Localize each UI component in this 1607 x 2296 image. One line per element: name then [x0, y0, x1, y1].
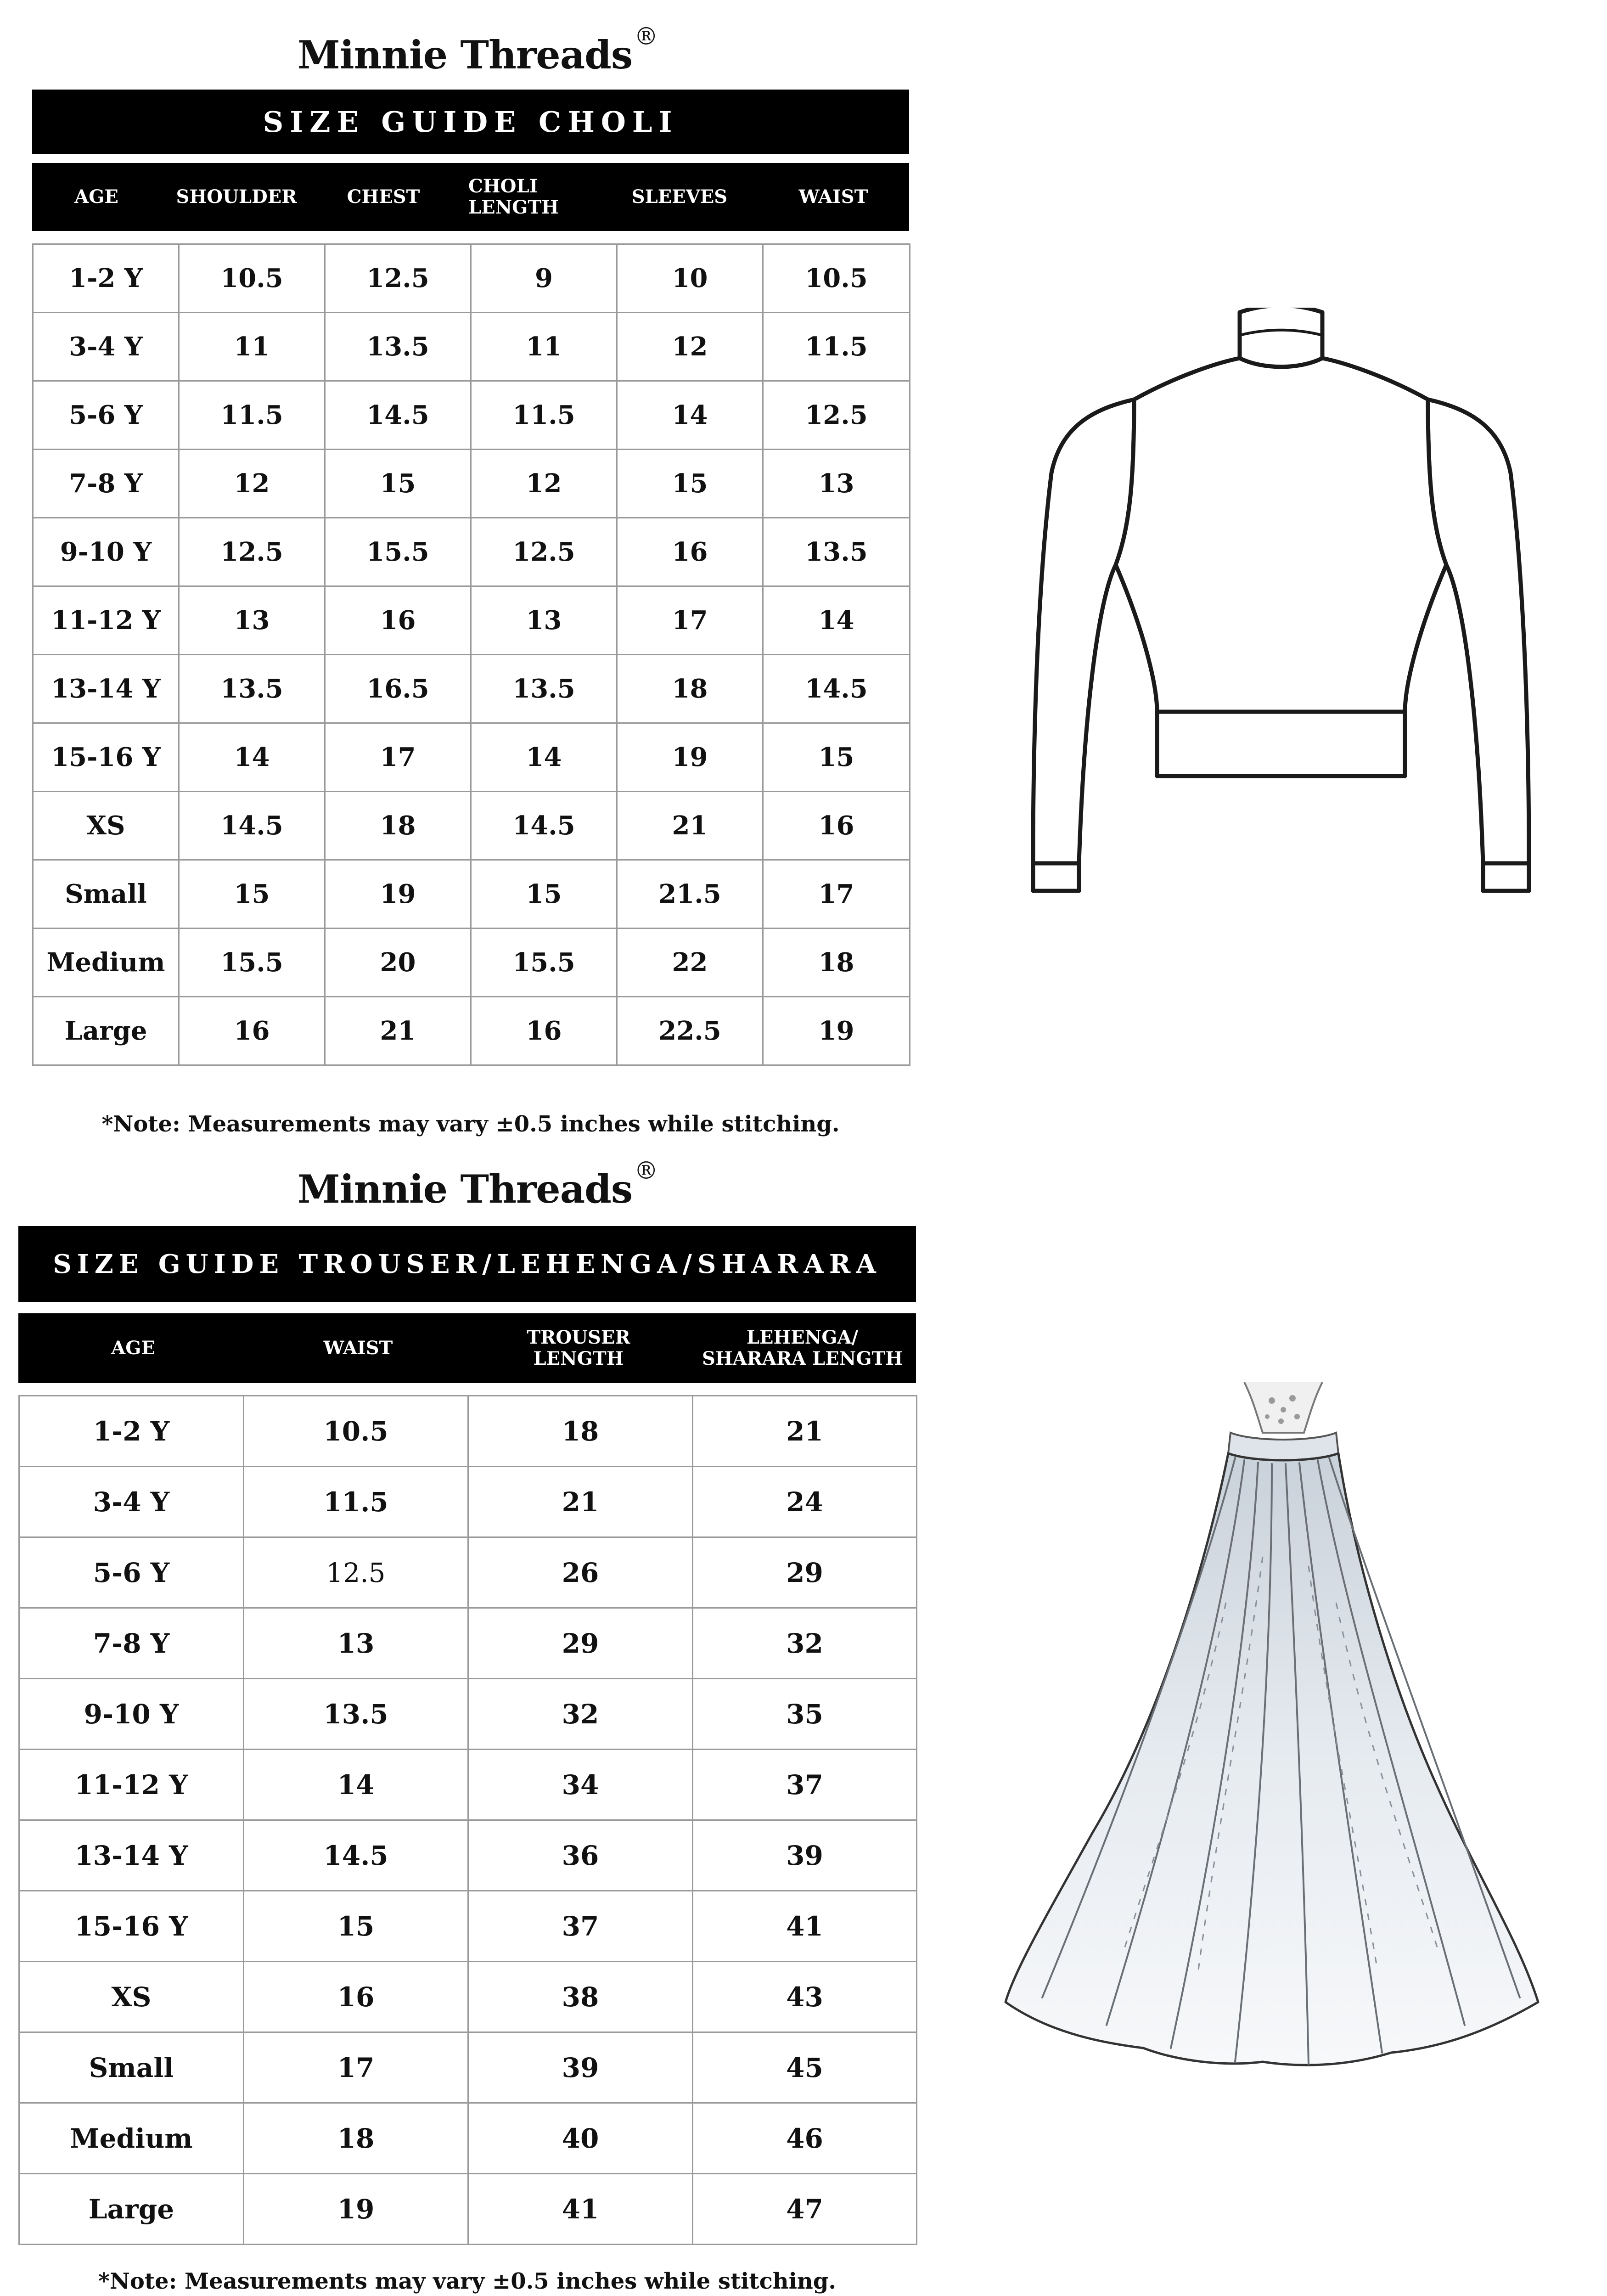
choli-cell-sleeves: 16 — [617, 518, 763, 586]
trouser-title-text: SIZE GUIDE TROUSER/LEHENGA/SHARARA — [53, 1249, 882, 1279]
trouser-cell-age: 15-16 Y — [19, 1891, 244, 1962]
trouser-cell-age: Large — [19, 2174, 244, 2245]
trouser-cell-lehenga-sharara-length: 46 — [693, 2103, 917, 2174]
choli-cell-choli-length: 11.5 — [471, 381, 617, 450]
trouser-cell-trouser-length: 29 — [468, 1608, 693, 1679]
choli-cell-choli-length: 16 — [471, 997, 617, 1065]
trouser-cell-waist: 17 — [244, 2032, 468, 2103]
choli-table-row — [33, 929, 910, 997]
trouser-cell-lehenga-sharara-length: 37 — [693, 1750, 917, 1820]
trouser-cell-waist: 11.5 — [244, 1467, 468, 1537]
choli-cell-shoulder: 12 — [179, 450, 325, 518]
choli-col-chest: CHEST — [347, 186, 420, 208]
choli-title-text: SIZE GUIDE CHOLI — [263, 105, 679, 139]
trouser-cell-lehenga-sharara-length: 21 — [693, 1396, 917, 1467]
trouser-table-row — [19, 1962, 917, 2032]
trouser-cell-trouser-length: 38 — [468, 1962, 693, 2032]
trouser-cell-waist: 10.5 — [244, 1396, 468, 1467]
choli-cell-choli-length: 13 — [471, 586, 617, 655]
choli-table-row — [33, 997, 910, 1065]
trouser-col-waist: WAIST — [323, 1337, 393, 1359]
trouser-cell-waist: 13.5 — [244, 1679, 468, 1750]
choli-cell-sleeves: 14 — [617, 381, 763, 450]
choli-cell-waist: 13.5 — [763, 518, 910, 586]
choli-col-shoulder: SHOULDER — [176, 186, 297, 208]
trouser-cell-trouser-length: 40 — [468, 2103, 693, 2174]
trouser-cell-trouser-length: 21 — [468, 1467, 693, 1537]
trouser-table-row — [19, 1467, 917, 1537]
trouser-cell-lehenga-sharara-length: 39 — [693, 1820, 917, 1891]
trouser-cell-age: 5-6 Y — [19, 1537, 244, 1608]
trouser-cell-age: XS — [19, 1962, 244, 2032]
choli-top-sketch-icon — [1024, 308, 1538, 914]
brand-name: Minnie Threads — [297, 32, 633, 78]
choli-cell-chest: 14.5 — [325, 381, 471, 450]
choli-cell-waist: 10.5 — [763, 244, 910, 313]
choli-cell-age: XS — [33, 792, 179, 860]
choli-cell-choli-length: 15 — [471, 860, 617, 929]
choli-cell-chest: 20 — [325, 929, 471, 997]
trouser-col-lehenga-length: LEHENGA/ SHARARA LENGTH — [702, 1327, 903, 1369]
trouser-table-row — [19, 1750, 917, 1820]
trouser-cell-age: 9-10 Y — [19, 1679, 244, 1750]
choli-cell-choli-length: 12 — [471, 450, 617, 518]
trouser-note: *Note: Measurements may vary ±0.5 inches while stitching. — [98, 2268, 837, 2294]
choli-cell-age: 11-12 Y — [33, 586, 179, 655]
choli-cell-chest: 21 — [325, 997, 471, 1065]
trouser-table-row — [19, 1891, 917, 1962]
trouser-cell-lehenga-sharara-length: 29 — [693, 1537, 917, 1608]
choli-cell-waist: 16 — [763, 792, 910, 860]
trouser-cell-lehenga-sharara-length: 41 — [693, 1891, 917, 1962]
trouser-cell-trouser-length: 32 — [468, 1679, 693, 1750]
trouser-cell-waist: 14.5 — [244, 1820, 468, 1891]
choli-cell-sleeves: 17 — [617, 586, 763, 655]
choli-cell-sleeves: 15 — [617, 450, 763, 518]
choli-cell-age: Small — [33, 860, 179, 929]
choli-cell-age: Large — [33, 997, 179, 1065]
choli-cell-chest: 12.5 — [325, 244, 471, 313]
choli-cell-shoulder: 14.5 — [179, 792, 325, 860]
trouser-cell-waist: 15 — [244, 1891, 468, 1962]
choli-table-row — [33, 450, 910, 518]
choli-brand-title — [294, 23, 661, 78]
choli-cell-waist: 11.5 — [763, 313, 910, 381]
choli-cell-sleeves: 10 — [617, 244, 763, 313]
choli-cell-sleeves: 12 — [617, 313, 763, 381]
trouser-cell-waist: 13 — [244, 1608, 468, 1679]
trouser-col-age: AGE — [111, 1337, 155, 1359]
choli-cell-chest: 16.5 — [325, 655, 471, 723]
choli-cell-sleeves: 22 — [617, 929, 763, 997]
trouser-table-row — [19, 2103, 917, 2174]
trouser-table-row — [19, 1820, 917, 1891]
choli-cell-choli-length: 14 — [471, 723, 617, 792]
choli-cell-waist: 18 — [763, 929, 910, 997]
trouser-cell-lehenga-sharara-length: 32 — [693, 1608, 917, 1679]
trouser-cell-age: Small — [19, 2032, 244, 2103]
choli-table-row — [33, 381, 910, 450]
choli-cell-choli-length: 11 — [471, 313, 617, 381]
choli-note: *Note: Measurements may vary ±0.5 inches while stitching. — [101, 1111, 840, 1137]
choli-cell-waist: 19 — [763, 997, 910, 1065]
trouser-cell-age: 11-12 Y — [19, 1750, 244, 1820]
trouser-table-row — [19, 1396, 917, 1467]
choli-cell-shoulder: 11.5 — [179, 381, 325, 450]
choli-cell-choli-length: 9 — [471, 244, 617, 313]
choli-cell-waist: 14.5 — [763, 655, 910, 723]
choli-cell-sleeves: 18 — [617, 655, 763, 723]
trouser-cell-trouser-length: 26 — [468, 1537, 693, 1608]
choli-cell-sleeves: 21 — [617, 792, 763, 860]
choli-cell-shoulder: 11 — [179, 313, 325, 381]
trouser-cell-waist: 16 — [244, 1962, 468, 2032]
choli-cell-chest: 19 — [325, 860, 471, 929]
choli-cell-age: 5-6 Y — [33, 381, 179, 450]
trouser-cell-trouser-length: 41 — [468, 2174, 693, 2245]
choli-cell-chest: 18 — [325, 792, 471, 860]
choli-table-row — [33, 655, 910, 723]
choli-column-header-row — [32, 163, 909, 231]
choli-cell-choli-length: 15.5 — [471, 929, 617, 997]
choli-cell-age: 9-10 Y — [33, 518, 179, 586]
choli-col-sleeves: SLEEVES — [631, 186, 728, 208]
choli-cell-shoulder: 15.5 — [179, 929, 325, 997]
choli-cell-age: 13-14 Y — [33, 655, 179, 723]
choli-cell-chest: 15 — [325, 450, 471, 518]
trouser-table-row — [19, 2032, 917, 2103]
choli-cell-shoulder: 12.5 — [179, 518, 325, 586]
trouser-cell-trouser-length: 18 — [468, 1396, 693, 1467]
trouser-cell-lehenga-sharara-length: 35 — [693, 1679, 917, 1750]
choli-cell-chest: 17 — [325, 723, 471, 792]
trouser-cell-trouser-length: 39 — [468, 2032, 693, 2103]
trouser-brand-title — [294, 1157, 661, 1212]
choli-table-row — [33, 860, 910, 929]
choli-cell-waist: 12.5 — [763, 381, 910, 450]
choli-cell-sleeves: 19 — [617, 723, 763, 792]
choli-size-guide-title — [32, 90, 909, 154]
choli-table-row — [33, 723, 910, 792]
trouser-cell-age: 1-2 Y — [19, 1396, 244, 1467]
trouser-cell-trouser-length: 37 — [468, 1891, 693, 1962]
choli-cell-shoulder: 13.5 — [179, 655, 325, 723]
trouser-table-row — [19, 1608, 917, 1679]
trouser-table-row — [19, 2174, 917, 2245]
choli-cell-waist: 17 — [763, 860, 910, 929]
choli-cell-chest: 13.5 — [325, 313, 471, 381]
choli-table-row — [33, 586, 910, 655]
choli-table-row — [33, 518, 910, 586]
trouser-cell-age: 3-4 Y — [19, 1467, 244, 1537]
choli-cell-choli-length: 12.5 — [471, 518, 617, 586]
choli-cell-age: 15-16 Y — [33, 723, 179, 792]
trouser-cell-waist: 19 — [244, 2174, 468, 2245]
trouser-column-header-row — [18, 1313, 916, 1383]
choli-cell-shoulder: 10.5 — [179, 244, 325, 313]
trouser-table-row — [19, 1679, 917, 1750]
trouser-size-table — [18, 1395, 917, 2245]
registered-mark-icon: ® — [634, 23, 658, 51]
choli-cell-sleeves: 22.5 — [617, 997, 763, 1065]
choli-cell-choli-length: 13.5 — [471, 655, 617, 723]
choli-cell-waist: 14 — [763, 586, 910, 655]
trouser-cell-lehenga-sharara-length: 45 — [693, 2032, 917, 2103]
choli-cell-shoulder: 14 — [179, 723, 325, 792]
choli-cell-shoulder: 16 — [179, 997, 325, 1065]
choli-cell-waist: 13 — [763, 450, 910, 518]
lehenga-skirt-sketch-icon — [987, 1373, 1575, 2080]
choli-cell-chest: 16 — [325, 586, 471, 655]
trouser-table-row — [19, 1537, 917, 1608]
choli-col-waist: WAIST — [798, 186, 868, 208]
choli-size-table — [32, 243, 910, 1066]
choli-col-length: CHOLI LENGTH — [468, 175, 559, 218]
choli-table-row — [33, 792, 910, 860]
trouser-cell-trouser-length: 34 — [468, 1750, 693, 1820]
choli-cell-age: 1-2 Y — [33, 244, 179, 313]
choli-cell-age: 3-4 Y — [33, 313, 179, 381]
choli-col-age: AGE — [74, 186, 118, 208]
trouser-cell-lehenga-sharara-length: 43 — [693, 1962, 917, 2032]
choli-cell-shoulder: 13 — [179, 586, 325, 655]
trouser-col-trouser-length: TROUSER LENGTH — [527, 1327, 630, 1369]
trouser-cell-age: 7-8 Y — [19, 1608, 244, 1679]
choli-cell-shoulder: 15 — [179, 860, 325, 929]
choli-cell-choli-length: 14.5 — [471, 792, 617, 860]
trouser-size-guide-title — [18, 1226, 916, 1302]
choli-cell-waist: 15 — [763, 723, 910, 792]
choli-table-row — [33, 313, 910, 381]
choli-cell-age: Medium — [33, 929, 179, 997]
choli-cell-chest: 15.5 — [325, 518, 471, 586]
trouser-cell-lehenga-sharara-length: 47 — [693, 2174, 917, 2245]
trouser-cell-age: 13-14 Y — [19, 1820, 244, 1891]
brand-name: Minnie Threads — [297, 1166, 633, 1212]
choli-cell-sleeves: 21.5 — [617, 860, 763, 929]
trouser-cell-waist: 14 — [244, 1750, 468, 1820]
registered-mark-icon: ® — [634, 1157, 658, 1185]
trouser-cell-waist: 12.5 — [244, 1537, 468, 1608]
trouser-cell-waist: 18 — [244, 2103, 468, 2174]
choli-cell-age: 7-8 Y — [33, 450, 179, 518]
trouser-cell-lehenga-sharara-length: 24 — [693, 1467, 917, 1537]
choli-table-row — [33, 244, 910, 313]
trouser-cell-age: Medium — [19, 2103, 244, 2174]
trouser-cell-trouser-length: 36 — [468, 1820, 693, 1891]
